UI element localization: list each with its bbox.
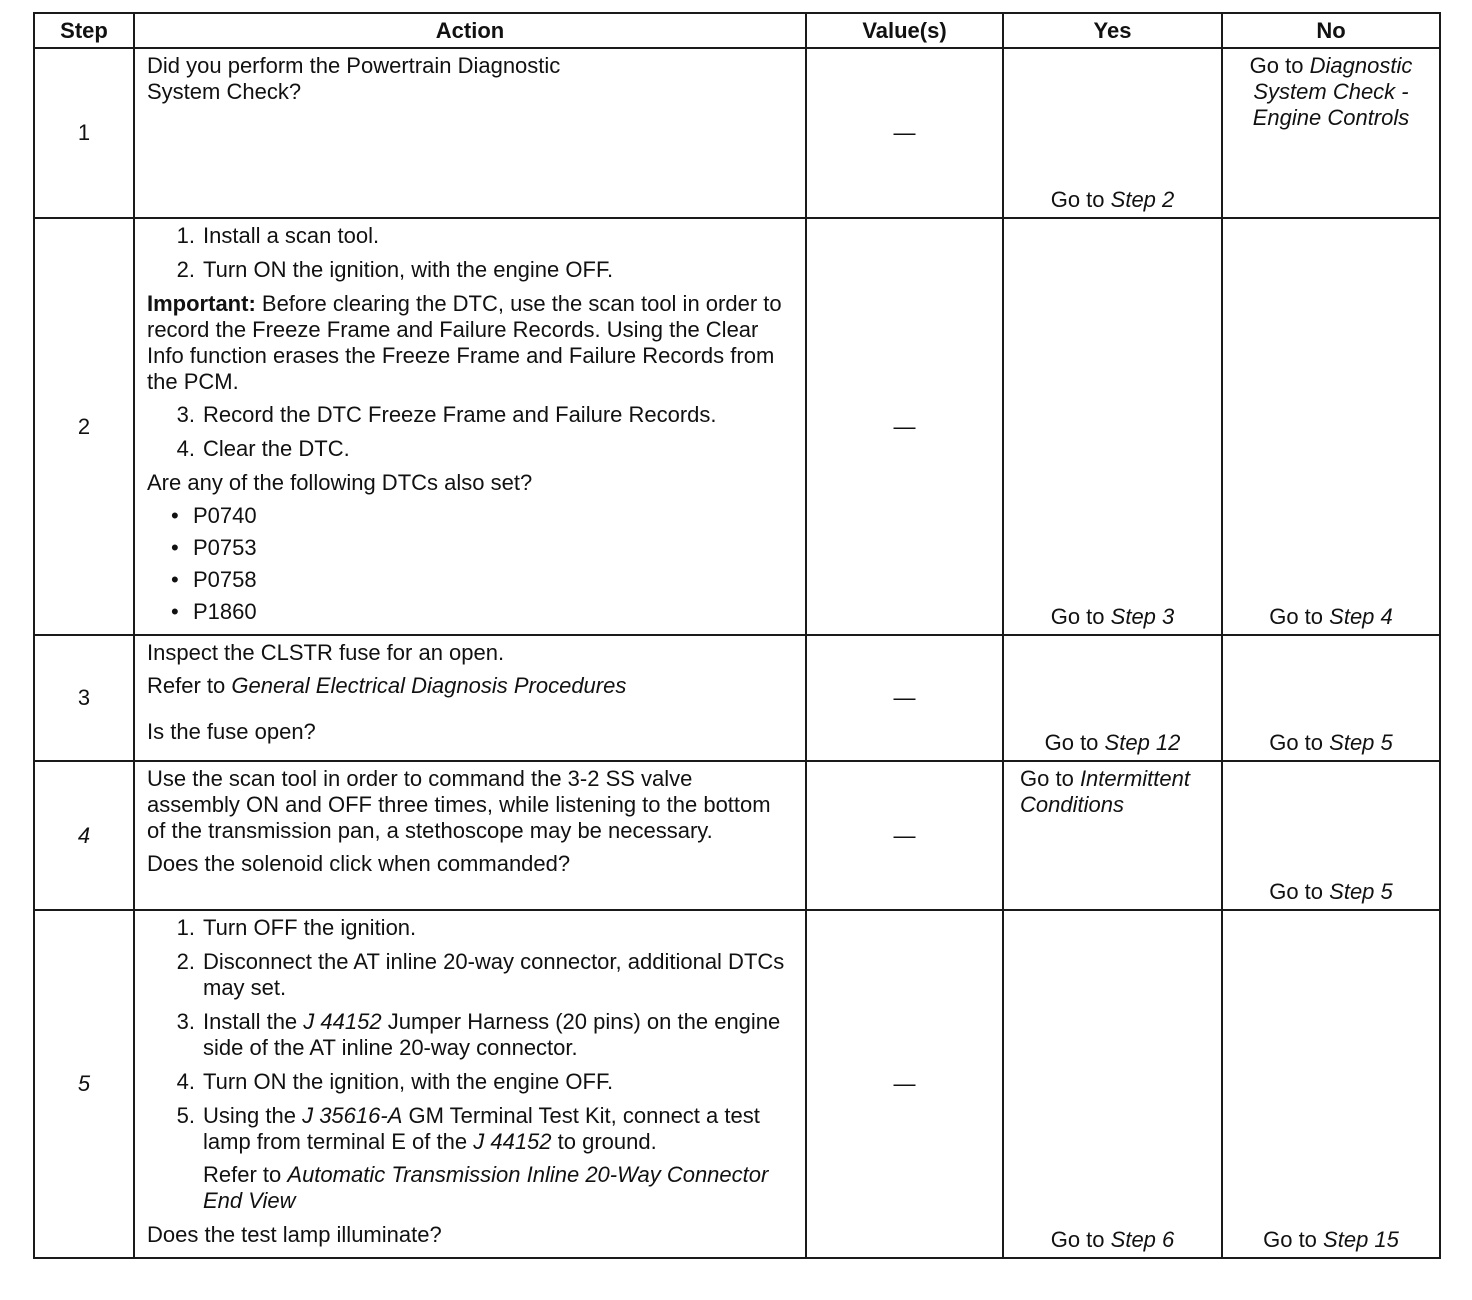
question-text: Are any of the following DTCs also set? xyxy=(147,470,533,495)
item-number: 2. xyxy=(176,257,195,282)
item-text: Turn OFF the ignition. xyxy=(203,915,417,940)
item-text: Turn ON the ignition, with the engine OFF. xyxy=(203,1069,614,1094)
list-item xyxy=(147,1103,797,1214)
no-goto xyxy=(1223,730,1439,756)
goto-target: Diagnostic System Check - Engine Controls xyxy=(1252,53,1413,130)
header-row xyxy=(34,13,1440,48)
item-text: Record the DTC Freeze Frame and Failure Records. xyxy=(203,402,717,427)
goto-text: Go to xyxy=(1269,604,1324,629)
item-number: 4. xyxy=(176,436,195,461)
important-note xyxy=(147,291,797,395)
goto-target: Intermittent Conditions xyxy=(1020,766,1190,817)
tool-number: J 35616-A xyxy=(302,1103,403,1128)
question-text: Does the test lamp illuminate? xyxy=(147,1222,442,1247)
action-text: Use the scan tool in order to command the 3-2 SS valve assembly ON and OFF three times, while listening to the bottom of the transmission pan, a stethoscope may be necessary. xyxy=(147,766,771,843)
goto-target: Step 5 xyxy=(1329,730,1393,755)
dtc-code: P1860 xyxy=(193,599,257,624)
goto-text: Go to xyxy=(1249,53,1304,78)
item-text: Install a scan tool. xyxy=(203,223,380,248)
yes-cell xyxy=(1003,218,1222,635)
list-item xyxy=(147,1069,797,1095)
refer-text xyxy=(203,1162,797,1214)
action-text: Did you perform the Powertrain Diagnostic System Check? xyxy=(147,53,561,104)
table-row xyxy=(34,218,1440,635)
goto-text: Go to xyxy=(1020,766,1074,791)
table-row xyxy=(34,635,1440,761)
no-cell xyxy=(1222,218,1440,635)
value-cell: — xyxy=(806,910,1003,1258)
item-text: Turn ON the ignition, with the engine OFF. xyxy=(203,257,614,282)
text-part: to ground. xyxy=(557,1129,657,1154)
text-part: Install the xyxy=(203,1009,298,1034)
header-no: No xyxy=(1222,13,1440,48)
item-number: 3. xyxy=(176,402,195,427)
value-cell: — xyxy=(806,761,1003,910)
yes-goto xyxy=(1004,187,1221,213)
table-row xyxy=(34,761,1440,910)
header-yes: Yes xyxy=(1003,13,1222,48)
header-step: Step xyxy=(34,13,134,48)
refer-text xyxy=(147,673,797,699)
step-list xyxy=(147,402,797,462)
goto-text: Go to xyxy=(1269,879,1324,904)
yes-cell xyxy=(1003,910,1222,1258)
step-number: 2 xyxy=(34,218,134,635)
goto-text: Go to xyxy=(1269,730,1324,755)
dtc-code: P0740 xyxy=(193,503,257,528)
action-cell xyxy=(134,635,806,761)
tool-number: J 44152 xyxy=(473,1129,552,1154)
value-cell: — xyxy=(806,48,1003,218)
step-number: 1 xyxy=(34,48,134,218)
goto-target: Step 5 xyxy=(1329,879,1393,904)
diagnostic-table xyxy=(33,12,1441,1259)
step-number: 4 xyxy=(34,761,134,910)
item-text xyxy=(203,1009,797,1061)
reference-title: General Electrical Diagnosis Procedures xyxy=(231,673,627,698)
table-row xyxy=(34,48,1440,218)
goto-target: Step 15 xyxy=(1323,1227,1399,1252)
list-item xyxy=(147,503,797,529)
no-goto xyxy=(1223,604,1439,630)
no-cell xyxy=(1222,761,1440,910)
bullet-icon: • xyxy=(171,599,179,624)
no-goto xyxy=(1223,879,1439,905)
step-list xyxy=(147,223,797,283)
no-goto xyxy=(1223,1227,1439,1253)
item-text xyxy=(203,1103,797,1214)
goto-target: Step 12 xyxy=(1104,730,1181,755)
question-text: Is the fuse open? xyxy=(147,719,316,744)
refer-label: Refer to xyxy=(147,673,226,698)
important-label: Important: xyxy=(147,291,256,316)
yes-cell xyxy=(1003,761,1222,910)
header-values: Value(s) xyxy=(806,13,1003,48)
dtc-code: P0753 xyxy=(193,535,257,560)
item-number: 5. xyxy=(176,1103,195,1128)
item-number: 3. xyxy=(176,1009,195,1034)
item-number: 1. xyxy=(176,915,195,940)
list-item xyxy=(147,567,797,593)
question-text: Does the solenoid click when commanded? xyxy=(147,851,571,876)
refer-label: Refer to xyxy=(203,1162,282,1187)
step-list xyxy=(147,915,797,1214)
goto-text: Go to xyxy=(1050,187,1105,212)
list-item xyxy=(147,402,797,428)
bullet-icon: • xyxy=(171,567,179,592)
important-text: Before clearing the DTC, use the scan tool in order to record the Freeze Frame and Failure Records. Using the Clear Info function erases the Freeze Frame and Failure Records from the PCM. xyxy=(147,291,782,394)
action-cell xyxy=(134,761,806,910)
no-cell xyxy=(1222,635,1440,761)
goto-target: Step 3 xyxy=(1110,604,1175,629)
yes-goto xyxy=(1004,1227,1221,1253)
goto-target: Step 6 xyxy=(1110,1227,1175,1252)
value-cell: — xyxy=(806,218,1003,635)
goto-text: Go to xyxy=(1050,604,1105,629)
item-text: Clear the DTC. xyxy=(203,436,350,461)
yes-cell xyxy=(1003,635,1222,761)
text-part: GM Terminal Test Kit, connect a test lamp from terminal E of the xyxy=(203,1103,760,1154)
list-item xyxy=(147,915,797,941)
action-cell xyxy=(134,910,806,1258)
list-item xyxy=(147,535,797,561)
list-item xyxy=(147,223,797,249)
step-number: 5 xyxy=(34,910,134,1258)
tool-number: J 44152 xyxy=(303,1009,382,1034)
bullet-icon: • xyxy=(171,503,179,528)
dtc-code: P0758 xyxy=(193,567,257,592)
yes-goto xyxy=(1004,604,1221,630)
list-item xyxy=(147,436,797,462)
yes-cell xyxy=(1003,48,1222,218)
goto-text: Go to xyxy=(1050,1227,1105,1252)
action-cell xyxy=(134,48,806,218)
dtc-list xyxy=(147,503,797,625)
list-item xyxy=(147,599,797,625)
text-part: Using the xyxy=(203,1103,296,1128)
list-item xyxy=(147,257,797,283)
text-part: Jumper Harness (20 pins) on the engine side of the AT inline 20-way connector. xyxy=(203,1009,781,1060)
value-cell: — xyxy=(806,635,1003,761)
no-cell xyxy=(1222,910,1440,1258)
list-item xyxy=(147,949,797,1001)
step-number: 3 xyxy=(34,635,134,761)
item-number: 4. xyxy=(176,1069,195,1094)
action-cell xyxy=(134,218,806,635)
goto-text: Go to xyxy=(1263,1227,1317,1252)
goto-target: Step 4 xyxy=(1329,604,1393,629)
header-action: Action xyxy=(134,13,806,48)
list-item xyxy=(147,1009,797,1061)
yes-goto xyxy=(1004,730,1221,756)
goto-text: Go to xyxy=(1044,730,1099,755)
action-text: Inspect the CLSTR fuse for an open. xyxy=(147,640,505,665)
item-number: 2. xyxy=(176,949,195,974)
reference-title: Automatic Transmission Inline 20-Way Connector End View xyxy=(203,1162,769,1213)
goto-target: Step 2 xyxy=(1110,187,1175,212)
item-text: Disconnect the AT inline 20-way connector, additional DTCs may set. xyxy=(203,949,785,1000)
table-row xyxy=(34,910,1440,1258)
bullet-icon: • xyxy=(171,535,179,560)
no-cell xyxy=(1222,48,1440,218)
item-number: 1. xyxy=(176,223,195,248)
